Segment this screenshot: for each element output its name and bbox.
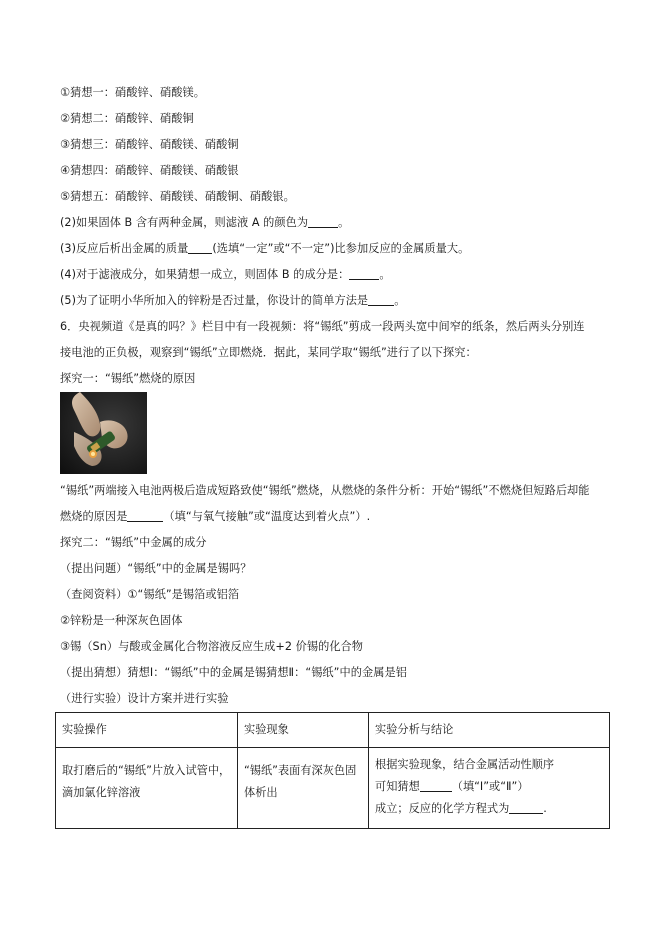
- explore-1-line-2: 燃烧的原因是 （填“与氧气接触”或“温度达到着火点”）.: [60, 510, 371, 523]
- experiment-table: [55, 712, 610, 829]
- problem-6-intro-line-1: 6．央视频道《是真的吗？》栏目中有一段视频：将“锡纸”剪成一段两头宽中间窄的纸条，然后两头分别连: [60, 320, 585, 333]
- hypothesis-4: ④猜想四：硝酸锌、硝酸镁、硝酸银: [60, 164, 239, 177]
- header-conclusion: 实验分析与结论: [369, 713, 610, 748]
- tin-foil-battery-photo: [60, 392, 147, 474]
- reference-3: ③锡（Sn）与酸或金属化合物溶液反应生成+2 价锡的化合物: [60, 640, 364, 653]
- question-2: (2)如果固体 B 含有两种金属，则滤液 A 的颜色为 。: [60, 216, 350, 229]
- cell-operation: 取打磨后的“锡纸”片放入试管中， 滴加氯化锌溶液: [56, 748, 238, 829]
- tin-foil-battery-image: [60, 392, 147, 474]
- header-operation: 实验操作: [56, 713, 238, 748]
- cell-phenomenon: “锡纸”表面有深灰色固 体析出: [238, 748, 369, 829]
- cell-conclusion: 根据实验现象，结合金属活动性顺序 可知猜想 （填“Ⅰ”或“Ⅱ”） 成立；反应的化学方程式为 .: [369, 748, 610, 829]
- explore-1-title: 探究一：“锡纸”燃烧的原因: [60, 372, 196, 385]
- question-3: (3)反应后析出金属的质量 (选填“一定”或“不一定”)比参加反应的金属质量大。: [60, 242, 470, 255]
- reference-1: （查阅资料）①“锡纸”是锡箔或铝箔: [60, 588, 240, 601]
- answer-blank: [308, 215, 338, 228]
- answer-blank: [420, 779, 452, 792]
- experiment-intro: （进行实验）设计方案并进行实验: [60, 692, 229, 705]
- ask-question: （提出问题）“锡纸”中的金属是锡吗？: [60, 562, 252, 575]
- table-header-row: [56, 713, 610, 748]
- hypothesis-1: ①猜想一：硝酸锌、硝酸镁。: [60, 86, 205, 99]
- answer-blank: [127, 509, 163, 522]
- hypothesis-5: ⑤猜想五：硝酸锌、硝酸镁、硝酸铜、硝酸银。: [60, 190, 295, 203]
- table-row: [56, 748, 610, 829]
- question-5: (5)为了证明小华所加入的锌粉是否过量，你设计的简单方法是 。: [60, 294, 406, 307]
- answer-blank: [368, 293, 394, 306]
- explore-2-title: 探究二：“锡纸”中金属的成分: [60, 536, 207, 549]
- answer-blank: [188, 241, 212, 254]
- question-4: (4)对于滤液成分，如果猜想一成立，则固体 B 的成分是： 。: [60, 268, 391, 281]
- hypothesis-3: ③猜想三：硝酸锌、硝酸镁、硝酸铜: [60, 138, 239, 151]
- guess: （提出猜想）猜想Ⅰ：“锡纸”中的金属是锡猜想Ⅱ：“锡纸”中的金属是铝: [60, 666, 407, 679]
- hypothesis-2: ②猜想二：硝酸锌、硝酸铜: [60, 112, 194, 125]
- explore-1-line-1: “锡纸”两端接入电池两极后造成短路致使“锡纸”燃烧，从燃烧的条件分析：开始“锡纸”不燃烧但短路后却能: [60, 484, 590, 497]
- reference-2: ②锌粉是一种深灰色固体: [60, 614, 183, 627]
- header-phenomenon: 实验现象: [238, 713, 369, 748]
- answer-blank: [349, 267, 379, 280]
- problem-6-intro-line-2: 接电池的正负极，观察到“锡纸”立即燃烧．据此，某同学取“锡纸”进行了以下探究：: [60, 346, 477, 359]
- answer-blank: [509, 801, 543, 814]
